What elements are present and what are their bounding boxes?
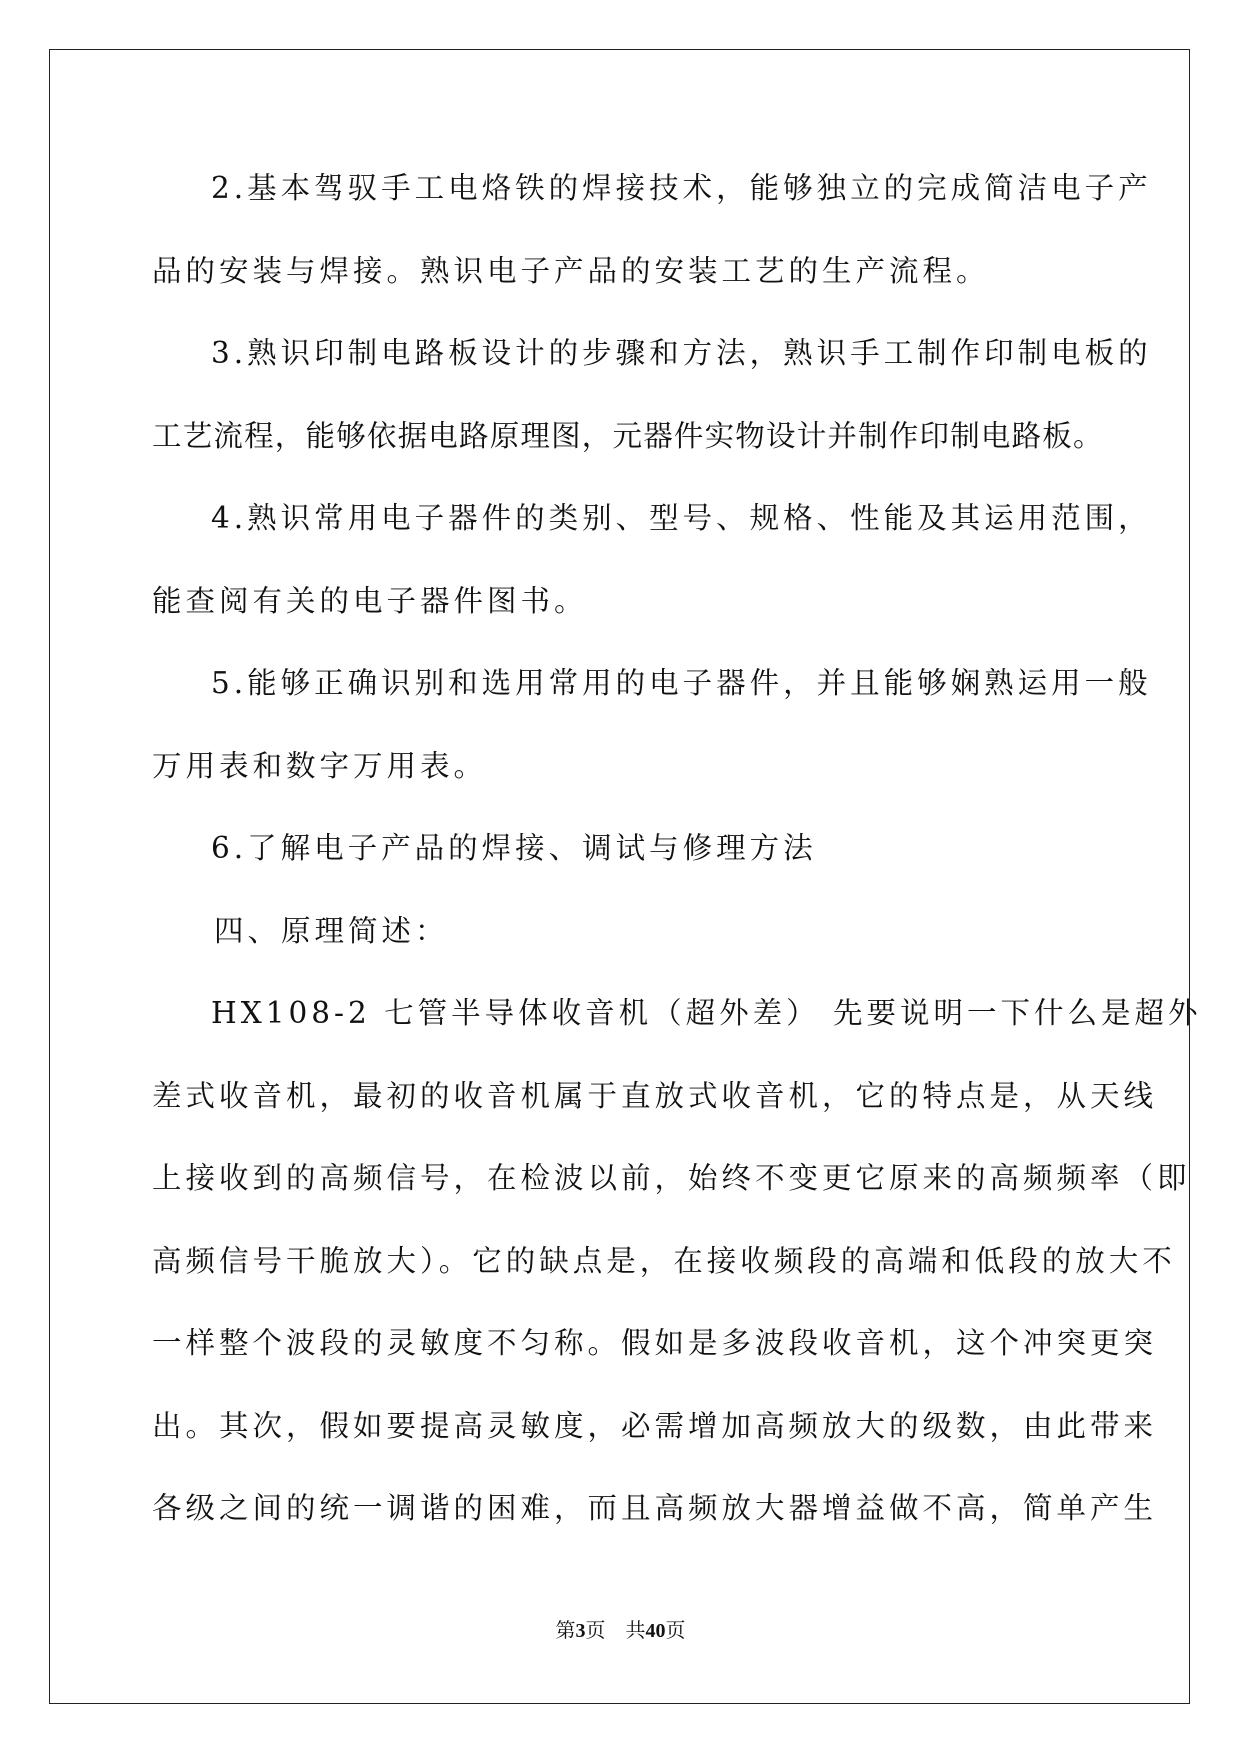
text-line: 一样整个波段的灵敏度不匀称。假如是多波段收音机，这个冲突更突 [152,1326,1158,1360]
text-line: 能查阅有关的电子器件图书。 [152,583,588,618]
text-line: 差式收音机，最初的收音机属于直放式收音机，它的特点是，从天线 [152,1078,1158,1113]
text-line: 6.了解电子产品的焊接、调试与修理方法 [211,831,817,865]
section-heading: 四、原理简述： [214,913,449,948]
document-body [152,156,1202,1559]
current-page-number: 3 [575,1620,586,1642]
total-page-number: 40 [645,1620,666,1642]
text-line: 3.熟识印制电路板设计的步骤和方法，熟识手工制作印制电板的 [211,336,1152,370]
text-line: 2.基本驾驭手工电烙铁的焊接技术，能够独立的完成简洁电子产 [211,171,1152,205]
page-footer [0,1614,1241,1643]
text-line: 工艺流程，能够依据电路原理图，元器件实物设计并制作印制电路板。 [152,418,1104,453]
footer-prefix: 第 [555,1620,576,1642]
text-line: 各级之间的统一调谐的困难，而且高频放大器增益做不高，简单产生 [152,1491,1158,1525]
footer-suffix: 页 [665,1620,686,1642]
text-line: 品的安装与焊接。熟识电子产品的安装工艺的生产流程。 [152,253,990,288]
text-line: 上接收到的高频信号，在检波以前，始终不变更它原来的高频频率（即 [152,1161,1191,1195]
text-line: 万用表和数字万用表。 [152,748,488,783]
text-line: 5.能够正确识别和选用常用的电子器件，并且能够娴熟运用一般 [211,666,1152,700]
text-line: 高频信号干脆放大）。它的缺点是，在接收频段的高端和低段的放大不 [152,1243,1176,1278]
text-line: 出。其次，假如要提高灵敏度，必需增加高频放大的级数，由此带来 [152,1408,1158,1443]
text-line: 4.熟识常用电子器件的类别、型号、规格、性能及其运用范围， [211,501,1152,535]
footer-mid: 页 共 [585,1620,646,1642]
text-line: HX108-2 七管半导体收音机（超外差） 先要说明一下什么是超外 [211,996,1202,1030]
